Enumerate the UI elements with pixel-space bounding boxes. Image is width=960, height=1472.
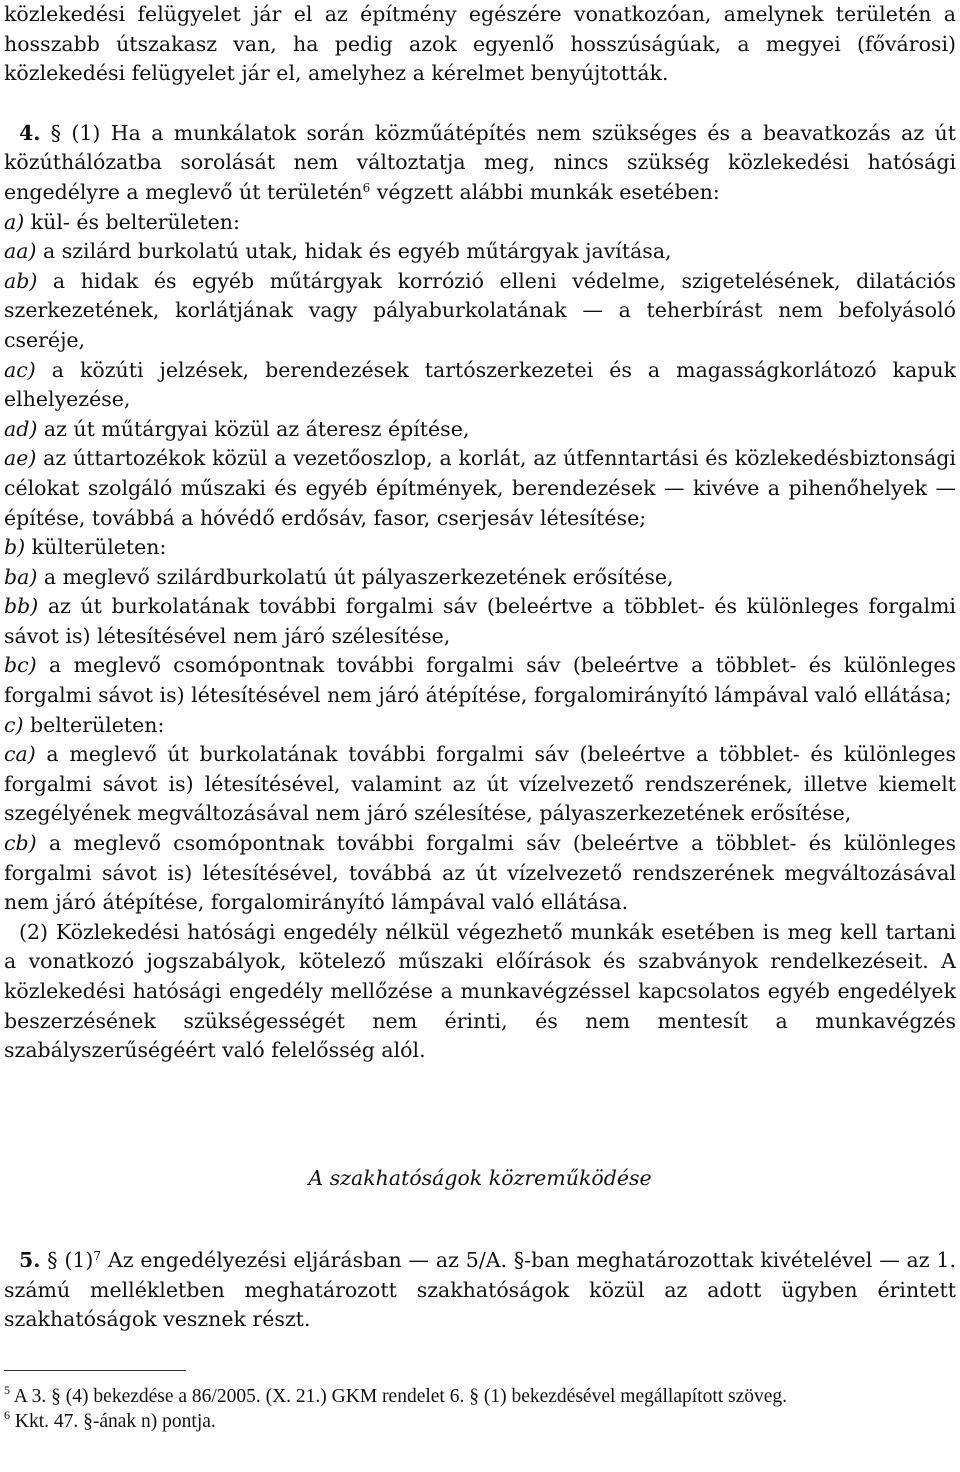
item-text: kül- és belterületen: bbox=[24, 209, 240, 234]
footnote-6 bbox=[4, 1409, 956, 1434]
item-label: bc) bbox=[4, 653, 37, 678]
list-item bbox=[4, 356, 956, 415]
footnote-number: 5 bbox=[4, 1383, 10, 1397]
footnote-text: A 3. § (4) bekezdése a 86/2005. (X. 21.) GKM rendelet 6. § (1) bekezdésével megállapított szöveg. bbox=[10, 1386, 788, 1407]
section-5-body: Az engedélyezési eljárásban — az 5/A. §-ban meghatározottak kivételével — az 1. számú mellékletben meghatározott szakhatóságok közül az adott ügyben érintett szakhatóságok vesznek részt. bbox=[4, 1248, 956, 1332]
section-5-text bbox=[4, 1246, 956, 1335]
section-4-paragraph-2: (2) Közlekedési hatósági engedély nélkül végezhető munkák esetében is meg kell tartani a vonatkozó jogszabályok, kötelező műszaki előírások és szabványok rendelkezéseit. A közlekedési hatósági engedély mellőzése a munkavégzéssel kapcsolatos egyéb engedélyek beszerzésének szükségességét nem érinti, és nem mentesít a munkavégzés szabályszerűségéért való felelősség alól. bbox=[4, 919, 956, 1063]
item-label: cb) bbox=[4, 831, 37, 856]
item-text: a szilárd burkolatú utak, hidak és egyéb műtárgyak javítása, bbox=[36, 239, 672, 264]
list-item bbox=[4, 444, 956, 533]
item-label: ab) bbox=[4, 268, 38, 293]
item-label: ba) bbox=[4, 564, 38, 589]
footnote-number: 6 bbox=[4, 1408, 10, 1422]
item-label: aa) bbox=[4, 239, 37, 264]
body-text bbox=[4, 0, 956, 1066]
list-item bbox=[4, 711, 956, 741]
top-paragraph: közlekedési felügyelet jár el az építmény egészére vonatkozóan, amelynek területén a hosszabb útszakasz van, ha pedig azok egyenlő hosszúságúak, a megyei (fővárosi) közlekedési felügyelet jár el, amelyhez a kérelmet benyújtották. bbox=[4, 2, 956, 86]
item-text: a meglevő csomópontnak további forgalmi sáv (beleértve a többlet- és különleges forgalmi sávot is) létesítésével, továbbá az út vízelvezető rendszerének megváltozásával nem járó átépítése, forgalomirányító lámpával való ellátása. bbox=[4, 831, 956, 915]
list-item bbox=[4, 533, 956, 563]
list-item bbox=[4, 740, 956, 829]
section-4-intro-end: végzett alábbi munkák esetében: bbox=[370, 179, 720, 204]
section-4-number: 4. bbox=[19, 120, 41, 145]
footnote-text: Kkt. 47. §-ának n) pontja. bbox=[10, 1411, 216, 1432]
section-4-paragraph-1 bbox=[4, 119, 956, 208]
footnotes bbox=[4, 1384, 956, 1434]
section-heading: A szakhatóságok közreműködése bbox=[308, 1166, 652, 1190]
footnote-divider bbox=[4, 1370, 186, 1371]
item-text: az út műtárgyai közül az áteresz építése, bbox=[37, 416, 470, 441]
footnote-ref-7: 7 bbox=[93, 1249, 102, 1263]
list-item bbox=[4, 415, 956, 445]
item-label: ca) bbox=[4, 742, 36, 767]
item-text: külterületen: bbox=[25, 535, 167, 560]
item-label: bb) bbox=[4, 594, 39, 619]
item-text: az út burkolatának további forgalmi sáv (beleértve a többlet- és különleges forgalmi sávot is) létesítésével nem járó szélesítése, bbox=[4, 594, 956, 648]
item-text: az úttartozékok közül a vezetőoszlop, a korlát, az útfenntartási és közlekedésbiztonsági célokat szolgáló műszaki és egyéb építmények, berendezések — kivéve a pihenőhelyek — építése, továbbá a hóvédő erdősáv, fasor, cserjesáv létesítése; bbox=[4, 446, 956, 530]
item-text: belterületen: bbox=[23, 712, 165, 737]
item-text: a meglevő út burkolatának további forgalmi sáv (beleértve a többlet- és különleges forgalmi sávot is) létesítésével, valamint az út vízelvezető rendszerének, illetve kiemelt szegélyének megváltozásával nem járó szélesítése, pályaszerkezetének erősítése, bbox=[4, 742, 956, 826]
item-label: ad) bbox=[4, 416, 38, 441]
list-item bbox=[4, 267, 956, 356]
item-label: ac) bbox=[4, 357, 36, 382]
footnote-ref-6: 6 bbox=[362, 180, 371, 195]
list-item bbox=[4, 592, 956, 651]
item-text: a hidak és egyéb műtárgyak korrózió elleni védelme, szigetelésének, dilatációs szerkezetének, korlátjának vagy pályaburkolatának — a teherbírást nem befolyásoló cseréje, bbox=[4, 268, 956, 352]
list-item bbox=[4, 651, 956, 710]
item-label: c) bbox=[4, 712, 24, 737]
item-label: a) bbox=[4, 209, 25, 234]
item-text: a közúti jelzések, berendezések tartószerkezetei és a magasságkorlátozó kapuk elhelyezése, bbox=[4, 357, 956, 412]
list-item bbox=[4, 237, 956, 267]
footnote-5 bbox=[4, 1384, 956, 1409]
section-5-head: § (1) bbox=[47, 1248, 94, 1272]
list-item bbox=[4, 563, 956, 593]
item-text: a meglevő csomópontnak további forgalmi sáv (beleértve a többlet- és különleges forgalmi sávot is) létesítésével nem járó átépítése, forgalomirányító lámpával való ellátása; bbox=[4, 653, 956, 708]
list-item bbox=[4, 829, 956, 918]
section-5-paragraph bbox=[4, 1246, 956, 1335]
item-label: b) bbox=[4, 535, 26, 560]
item-text: a meglevő szilárdburkolatú út pályaszerkezetének erősítése, bbox=[37, 564, 674, 589]
item-label: ae) bbox=[4, 446, 37, 471]
list-item bbox=[4, 208, 956, 238]
section-4-intro: § (1) Ha a munkálatok során közműátépítés nem szükséges és a beavatkozás az út közúthálózatba sorolását nem változtatja meg, nincs szükség közlekedési hatósági engedélyre a meglevő út területén bbox=[4, 120, 956, 204]
section-5-number: 5. bbox=[19, 1248, 41, 1272]
